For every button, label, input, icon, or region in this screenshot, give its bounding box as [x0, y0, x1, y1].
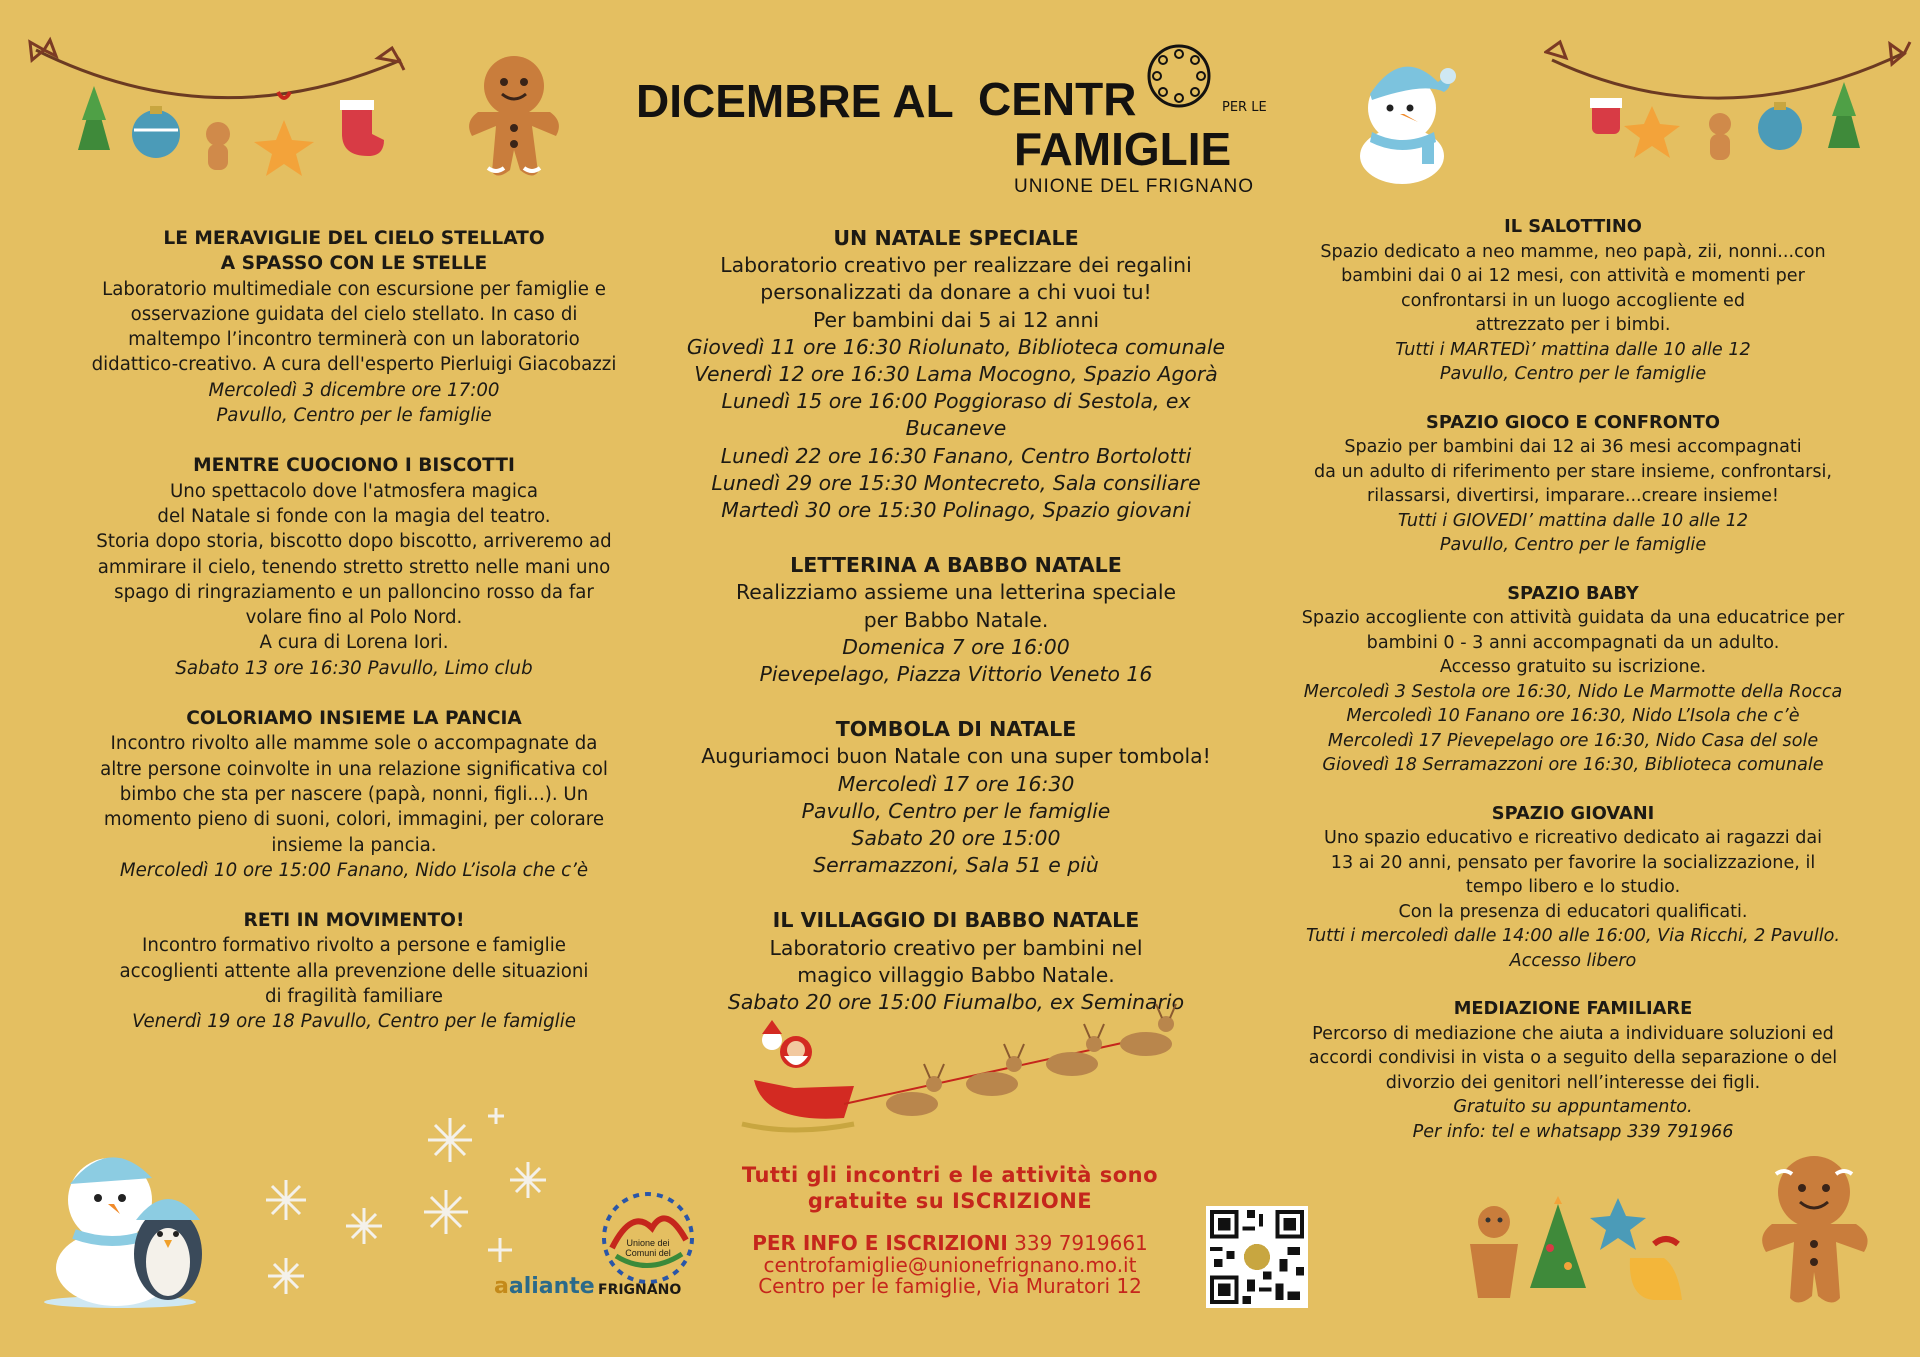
event-section: [668, 225, 1244, 524]
event-title: IL SALOTTINO: [1504, 216, 1642, 237]
event-description: magico villaggio Babbo Natale.: [797, 962, 1115, 987]
event-description: insieme la pancia.: [271, 834, 437, 856]
event-schedule: Tutti i GIOVEDI’ mattina dalle 10 alle 12: [1397, 510, 1749, 531]
gingerbread-man-right-icon: [1754, 1152, 1876, 1312]
event-schedule: Sabato 20 ore 15:00: [851, 826, 1061, 851]
event-description: di fragilità familiare: [264, 986, 443, 1008]
event-schedule: Lunedì 29 ore 15:30 Montecreto, Sala consiliare: [711, 470, 1201, 495]
info-label: PER INFO E ISCRIZIONI: [752, 1231, 1008, 1255]
santa-sleigh-icon: [734, 1000, 1194, 1140]
event-description: ammirare il cielo, tenendo stretto stretto nelle mani uno: [97, 556, 611, 578]
event-title: SPAZIO BABY: [1507, 582, 1639, 604]
event-schedule: Lunedì 22 ore 16:30 Fanano, Centro Bortolotti: [720, 443, 1192, 468]
event-description: bimbo che sta per nascere (papà, nonni, figli...). Un: [119, 783, 589, 805]
event-section: [1286, 411, 1860, 558]
contact-info: [680, 1233, 1220, 1298]
column-right: [1286, 215, 1860, 1168]
event-description: volare fino al Polo Nord.: [245, 607, 463, 629]
event-schedule: Pavullo, Centro per le famiglie: [1439, 364, 1707, 384]
snowman-penguin-icon: [40, 1138, 218, 1308]
event-description: A cura di Lorena Iori.: [259, 632, 449, 654]
event-description: bambini dai 0 ai 12 mesi, con attività e momenti per: [1341, 266, 1805, 286]
column-center: [668, 225, 1244, 1044]
event-schedule: Mercoledì 17 Pievepelago ore 16:30, Nido Casa del sole: [1327, 730, 1819, 751]
unione-logo-name: FRIGNANO: [598, 1282, 682, 1298]
event-title: LETTERINA A BABBO NATALE: [790, 553, 1122, 578]
aliante-logo: aaliante: [494, 1274, 595, 1299]
event-description: da un adulto di riferimento per stare insieme, confrontarsi,: [1313, 461, 1833, 482]
logo-subtitle: UNIONE DEL FRIGNANO: [1014, 176, 1254, 197]
event-schedule: Giovedì 11 ore 16:30 Riolunato, Biblioteca comunale: [686, 334, 1226, 359]
event-description: Laboratorio creativo per realizzare dei regalini: [720, 253, 1192, 278]
event-description: 13 ai 20 anni, pensato per favorire la socializzazione, il: [1330, 852, 1816, 873]
event-section: [668, 552, 1244, 688]
event-title: SPAZIO GIOCO E CONFRONTO: [1426, 411, 1720, 433]
event-description: Auguriamoci buon Natale con una super tombola!: [701, 744, 1211, 769]
logo-ring-icon: [1145, 42, 1213, 110]
event-description: per Babbo Natale.: [863, 607, 1049, 632]
free-events-note: [690, 1162, 1210, 1214]
event-description: Laboratorio creativo per bambini nel: [769, 935, 1143, 960]
info-address: Centro per le famiglie, Via Muratori 12: [758, 1274, 1142, 1298]
event-description: Spazio dedicato a neo mamme, neo papà, zii, nonni...con: [1320, 241, 1826, 262]
event-section: [1286, 215, 1860, 387]
event-title: TOMBOLA DI NATALE: [835, 717, 1077, 742]
logo-word-famiglie: FAMIGLIE: [1014, 123, 1232, 175]
event-description: confrontarsi in un luogo accogliente ed: [1400, 290, 1746, 311]
event-section: [66, 226, 642, 428]
event-title: RETI IN MOVIMENTO!: [243, 910, 465, 932]
event-description: Incontro formativo rivolto a persone e famiglie: [142, 935, 566, 957]
event-schedule: Mercoledì 3 dicembre ore 17:00: [208, 379, 500, 401]
event-section: [66, 706, 642, 883]
event-schedule: Pievepelago, Piazza Vittorio Veneto 16: [759, 662, 1153, 687]
logo-word-centro: CENTR: [978, 73, 1137, 125]
info-phone[interactable]: 339 7919661: [1014, 1231, 1148, 1255]
event-description: Uno spazio educativo e ricreativo dedicato ai ragazzi dai: [1323, 828, 1823, 848]
event-description: Accesso gratuito su iscrizione.: [1439, 657, 1707, 677]
event-title: LE MERAVIGLIE DEL CIELO STELLATO: [163, 228, 545, 249]
event-schedule: Pavullo, Centro per le famiglie: [1439, 535, 1707, 555]
event-schedule: Venerdì 19 ore 18 Pavullo, Centro per le famiglie: [132, 1011, 576, 1033]
event-description: personalizzati da donare a chi vuoi tu!: [760, 280, 1152, 305]
event-schedule: Lunedì 15 ore 16:00 Poggioraso di Sestola, ex Bucaneve: [721, 389, 1191, 441]
event-description: Spazio per bambini dai 12 ai 36 mesi accompagnati: [1344, 437, 1802, 457]
event-schedule: Serramazzoni, Sala 51 e più: [813, 853, 1099, 878]
event-section: [1286, 802, 1860, 974]
event-section: [66, 453, 642, 681]
event-schedule: Sabato 20 ore 15:00 Fiumalbo, ex Seminario: [727, 990, 1185, 1015]
event-schedule: Pavullo, Centro per le famiglie: [216, 405, 492, 427]
event-schedule: Mercoledì 17 ore 16:30: [837, 771, 1075, 796]
event-section: [1286, 997, 1860, 1144]
event-description: Con la presenza di educatori qualificati.: [1398, 901, 1748, 922]
event-description: tempo libero e lo studio.: [1465, 877, 1681, 897]
event-section: [1286, 582, 1860, 778]
event-schedule: Gratuito su appuntamento.: [1453, 1097, 1693, 1117]
info-email[interactable]: centrofamiglie@unionefrignano.mo.it: [763, 1252, 1137, 1277]
event-schedule: Giovedì 18 Serramazzoni ore 16:30, Biblioteca comunale: [1322, 755, 1824, 775]
event-title: SPAZIO GIOVANI: [1491, 802, 1655, 824]
event-schedule: Domenica 7 ore 16:00: [842, 634, 1070, 659]
event-description: accordi condivisi in vista o a seguito della separazione o del: [1308, 1048, 1838, 1068]
event-schedule: Sabato 13 ore 16:30 Pavullo, Limo club: [175, 657, 533, 679]
christmas-cookies-icon: [1458, 1188, 1698, 1308]
unione-logo-line2: Comuni del: [625, 1248, 671, 1258]
event-schedule: Mercoledì 10 Fanano ore 16:30, Nido L’Isola che c’è: [1346, 706, 1800, 726]
garland-left-icon: [26, 30, 406, 190]
event-description: momento pieno di suoni, colori, immagini, per colorare: [103, 809, 605, 831]
event-schedule: Tutti i mercoledì dalle 14:00 alle 16:00, Via Ricchi, 2 Pavullo.: [1305, 926, 1841, 946]
event-description: spago di ringraziamento e un palloncino rosso da far: [114, 581, 594, 603]
garland-right-icon: [1544, 30, 1914, 180]
event-description: Storia dopo storia, biscotto dopo biscotto, arriveremo ad: [96, 531, 612, 553]
page-title: DICEMBRE AL: [636, 75, 954, 127]
event-description: maltempo l’incontro terminerà con un laboratorio: [128, 329, 580, 351]
event-description: didattico-creativo. A cura dell'esperto Pierluigi Giacobazzi: [91, 354, 617, 376]
gingerbread-man-icon: [458, 52, 570, 182]
event-description: Uno spettacolo dove l'atmosfera magica: [169, 480, 539, 502]
event-description: attrezzato per i bimbi.: [1475, 315, 1671, 335]
event-section: [668, 716, 1244, 879]
event-description: rilassarsi, divertirsi, imparare...creare insieme!: [1367, 486, 1779, 506]
qr-code-icon[interactable]: [1206, 1206, 1308, 1308]
event-section: [66, 908, 642, 1034]
event-schedule: Tutti i MARTEDì’ mattina dalle 10 alle 12: [1395, 339, 1751, 360]
event-description: osservazione guidata del cielo stellato. In caso di: [130, 303, 578, 325]
event-description: accoglienti attente alla prevenzione delle situazioni: [119, 960, 589, 982]
event-description: divorzio dei genitori nell’interesse dei figli.: [1385, 1072, 1761, 1093]
event-description: Percorso di mediazione che aiuta a individuare soluzioni ed: [1312, 1023, 1834, 1044]
event-title: A SPASSO CON LE STELLE: [220, 253, 488, 275]
unione-logo-line1: Unione dei: [626, 1238, 670, 1248]
event-title: UN NATALE SPECIALE: [833, 226, 1079, 250]
event-description: Spazio accogliente con attività guidata da una educatrice per: [1301, 608, 1845, 628]
free-events-note-line2: gratuite su ISCRIZIONE: [807, 1189, 1093, 1213]
event-schedule: Mercoledì 10 ore 15:00 Fanano, Nido L’isola che c’è: [119, 859, 589, 881]
event-description: Laboratorio multimediale con escursione per famiglie e: [102, 278, 606, 300]
event-title: MEDIAZIONE FAMILIARE: [1453, 998, 1693, 1019]
event-title: MENTRE CUOCIONO I BISCOTTI: [193, 455, 515, 477]
event-schedule: Per info: tel e whatsapp 339 791966: [1412, 1121, 1734, 1142]
event-schedule: Venerdì 12 ore 16:30 Lama Mocogno, Spazio Agorà: [694, 362, 1218, 387]
event-description: Per bambini dai 5 ai 12 anni: [812, 307, 1100, 332]
centro-famiglie-logo: [978, 72, 1298, 202]
free-events-note-line1: Tutti gli incontri e le attività sono: [741, 1163, 1159, 1187]
column-left: [66, 226, 642, 1060]
event-title: COLORIAMO INSIEME LA PANCIA: [186, 708, 522, 730]
event-schedule: Martedì 30 ore 15:30 Polinago, Spazio giovani: [721, 498, 1191, 523]
logo-small-text: PER LE: [1222, 100, 1267, 115]
event-title: IL VILLAGGIO DI BABBO NATALE: [772, 908, 1140, 933]
event-description: Realizziamo assieme una letterina speciale: [735, 580, 1177, 605]
event-description: Incontro rivolto alle mamme sole o accompagnate da: [110, 733, 598, 755]
event-schedule: Pavullo, Centro per le famiglie: [801, 798, 1111, 823]
event-description: altre persone coinvolte in una relazione significativa col: [100, 758, 608, 780]
event-schedule: Accesso libero: [1509, 950, 1637, 971]
event-schedule: Mercoledì 3 Sestola ore 16:30, Nido Le Marmotte della Rocca: [1303, 681, 1843, 702]
snowman-icon: [1344, 52, 1464, 184]
event-description: del Natale si fonde con la magia del teatro.: [157, 505, 551, 527]
event-description: bambini 0 - 3 anni accompagnati da un adulto.: [1366, 632, 1780, 653]
